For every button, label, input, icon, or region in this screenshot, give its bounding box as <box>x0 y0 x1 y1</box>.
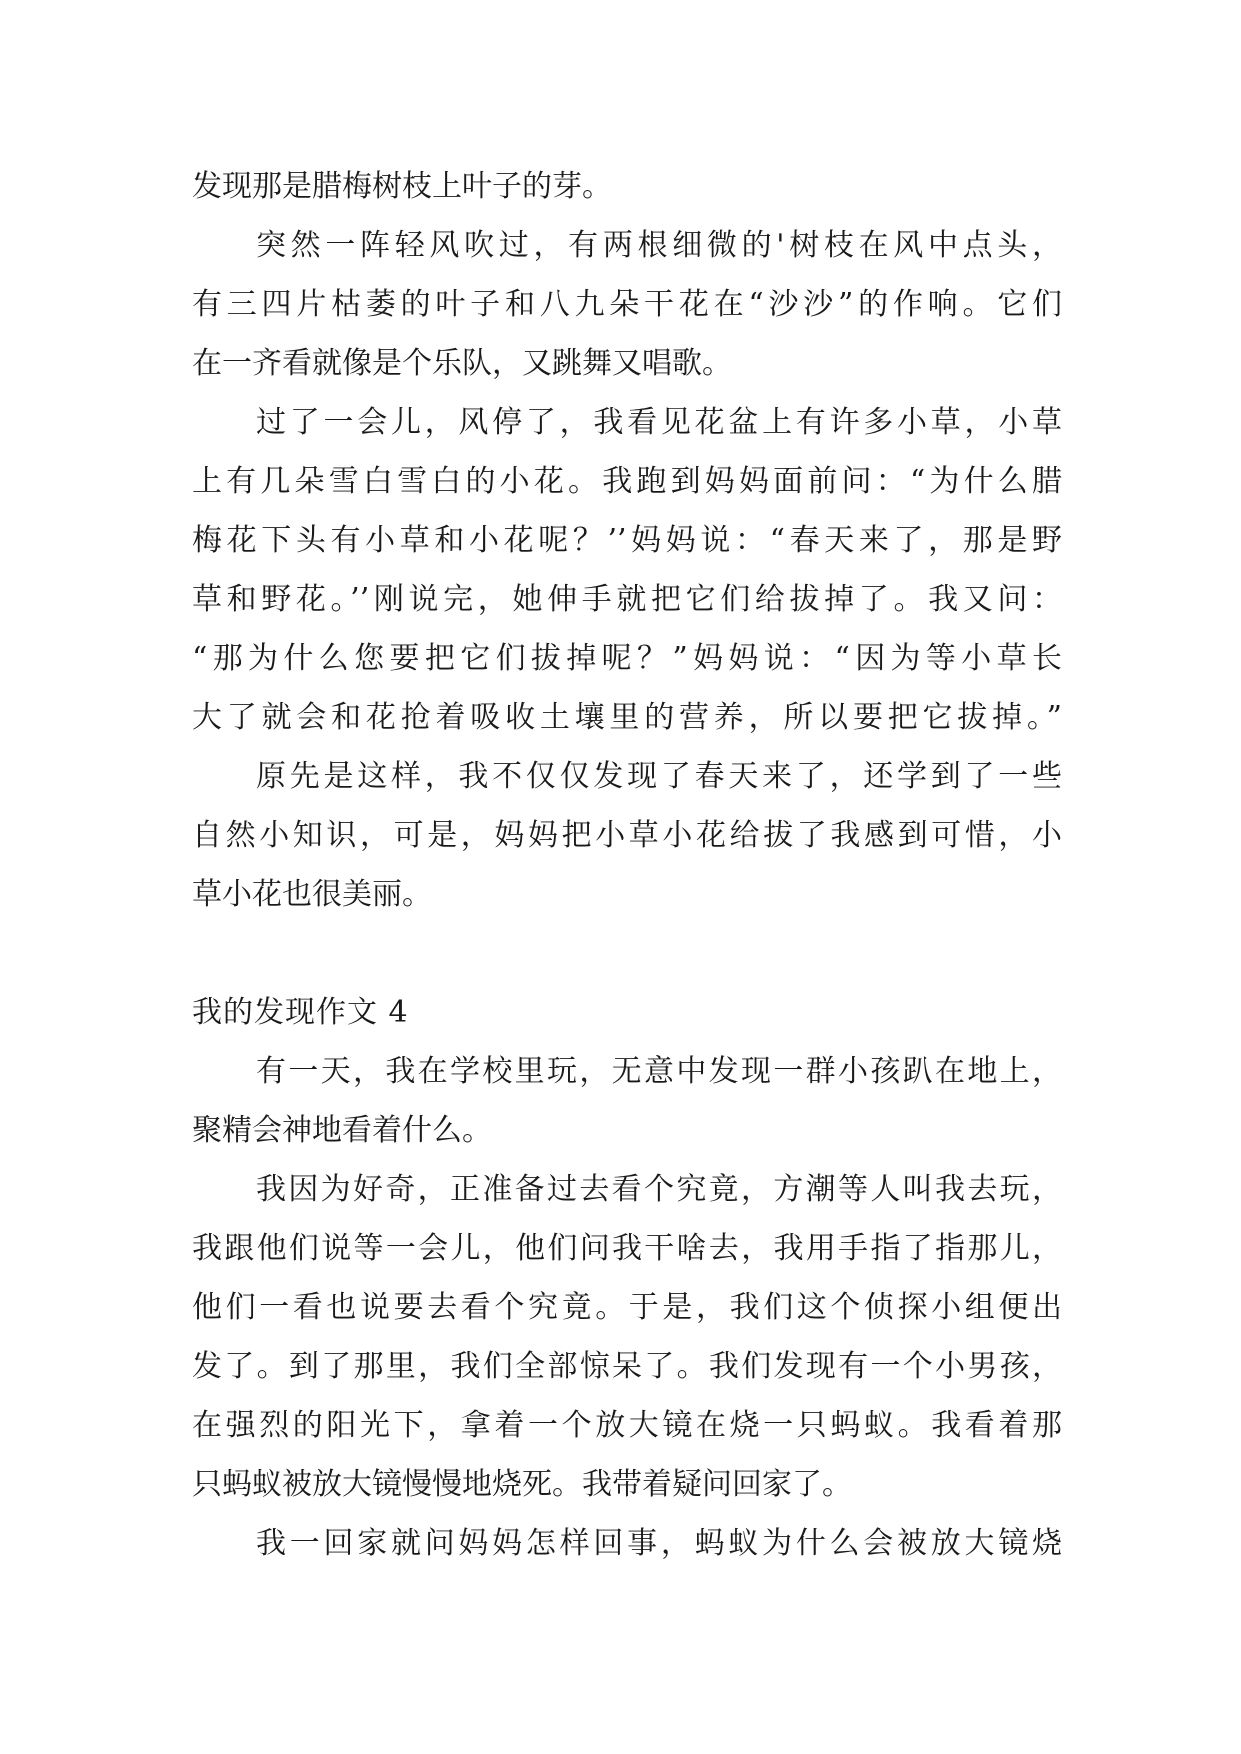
text-line: 大了就会和花抢着吸收土壤里的营养，所以要把它拔掉。” <box>192 700 1062 735</box>
text-line: 只蚂蚁被放大镜慢慢地烧死。我带着疑问回家了。 <box>192 1467 852 1502</box>
text-line: 上有几朵雪白雪白的小花。我跑到妈妈面前问：“为什么腊 <box>192 464 1062 499</box>
text-line: 草和野花。’’刚说完，她伸手就把它们给拔掉了。我又问： <box>192 582 1062 617</box>
section-heading: 我的发现作文 4 <box>192 995 409 1030</box>
text-line: “那为什么您要把它们拔掉呢？”妈妈说：“因为等小草长 <box>192 641 1062 676</box>
paragraph-4 <box>192 747 1062 924</box>
paragraph-2 <box>192 216 1062 393</box>
paragraph-7 <box>192 1514 1062 1573</box>
section-gap <box>192 924 1062 983</box>
document-page <box>192 157 1062 1573</box>
text-line: 我一回家就问妈妈怎样回事，蚂蚁为什么会被放大镜烧 <box>256 1526 1062 1561</box>
text-line: 在强烈的阳光下，拿着一个放大镜在烧一只蚂蚁。我看着那 <box>192 1408 1062 1443</box>
text-line: 我跟他们说等一会儿，他们问我干啥去，我用手指了指那儿， <box>192 1231 1062 1266</box>
text-line: 他们一看也说要去看个究竟。于是，我们这个侦探小组便出 <box>192 1290 1062 1325</box>
text-line: 草小花也很美丽。 <box>192 877 432 912</box>
paragraph-5 <box>192 1042 1062 1160</box>
text-line: 有一天，我在学校里玩，无意中发现一群小孩趴在地上， <box>256 1054 1062 1089</box>
text-line: 梅花下头有小草和小花呢？’’妈妈说：“春天来了，那是野 <box>192 523 1062 558</box>
text-line: 聚精会神地看着什么。 <box>192 1113 492 1148</box>
text-line: 原先是这样，我不仅仅发现了春天来了，还学到了一些 <box>256 759 1062 794</box>
text-line: 过了一会儿，风停了，我看见花盆上有许多小草，小草 <box>256 405 1062 440</box>
text-line: 在一齐看就像是个乐队，又跳舞又唱歌。 <box>192 346 732 381</box>
text-line: 突然一阵轻风吹过，有两根细微的'树枝在风中点头， <box>256 228 1062 263</box>
text-line: 发了。到了那里，我们全部惊呆了。我们发现有一个小男孩， <box>192 1349 1062 1384</box>
paragraph-3 <box>192 393 1062 747</box>
text-line: 有三四片枯萎的叶子和八九朵干花在“沙沙”的作响。它们 <box>192 287 1062 322</box>
paragraph-6 <box>192 1160 1062 1514</box>
text-line: 我因为好奇，正准备过去看个究竟，方潮等人叫我去玩， <box>256 1172 1062 1207</box>
text-line: 自然小知识，可是，妈妈把小草小花给拔了我感到可惜，小 <box>192 818 1062 853</box>
paragraph-1 <box>192 157 1062 216</box>
text-line: 发现那是腊梅树枝上叶子的芽。 <box>192 169 612 204</box>
